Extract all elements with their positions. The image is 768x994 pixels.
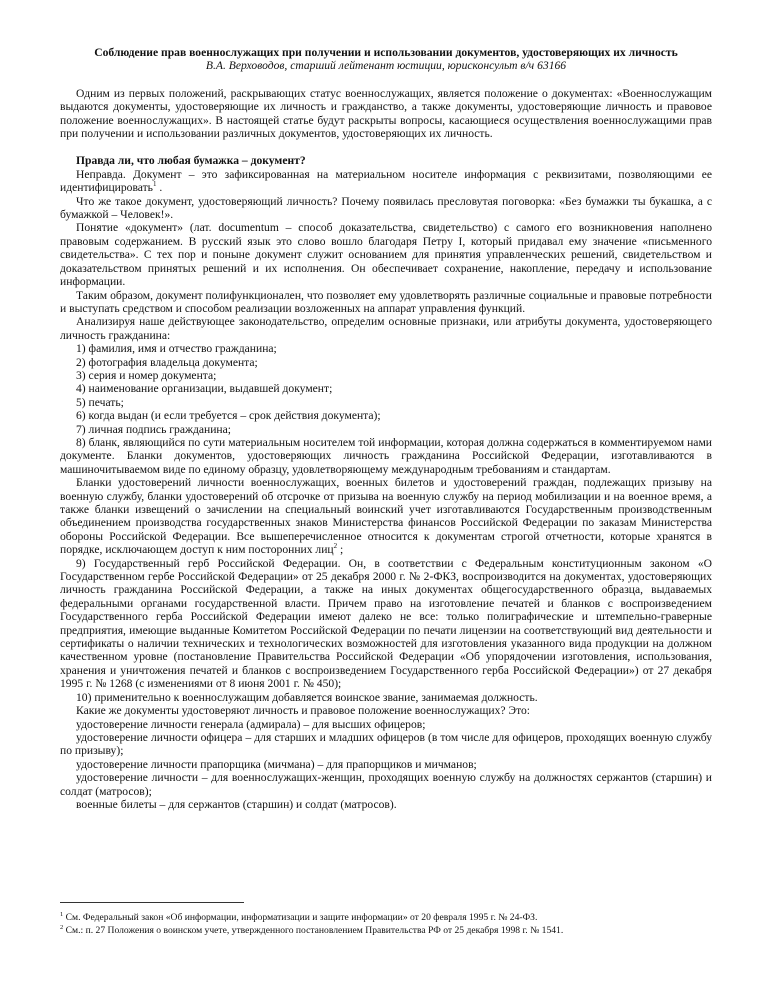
list-item: 7) личная подпись гражданина; — [76, 422, 231, 436]
paragraph-polyfunctional: Таким образом, документ полифункционален, что позволяет ему удовлетворять различные социальные и правовые потребности и выступать средством и способом реализации возложенных на аппарат управления функций. — [60, 288, 712, 315]
article-author: В.А. Верховодов, старший лейтенант юстиции, юрисконсульт в/ч 63166 — [205, 59, 567, 73]
list-item: 4) наименование организации, выдавшей документ; — [76, 382, 333, 396]
paragraph-question: Что же такое документ, удостоверяющий личность? Почему появилась пресловутая поговорка: «Без бумажки ты букашка, а с бумажкой – Человек!». — [60, 194, 712, 222]
list-item: 3) серия и номер документа; — [76, 368, 217, 382]
paragraph-blanks: Бланки удостоверений личности военнослужащих, военных билетов и удостоверений граждан, подлежащих призыву на военную службу, бланки удостоверений об отсрочке от призыва на военную службу на период мобилизации и на военное время, а также бланки извещений о зачислении на специальный воинский учет изготавливаются Государственным производственным объединением производства государственных знаков Министерства финансов Российской Федерации по заказам Министерства обороны Российской Федерации. Все вышеперечисленное относится к документам строгой отчетности, которые хранятся в порядке, исключающем доступ к ним посторонних лиц$^2$ ; — [60, 476, 712, 557]
intro-paragraph: Одним из первых положений, раскрывающих статус военнослужащих, является положение о документах: «Военнослужащим выдаются документы, удостоверяющие их личность и гражданство, а также документы, удостоверяющие личность и правовое положение военнослужащих». В настоящей статье будут раскрыты вопросы, касающиеся осуществления военнослужащими прав при получении и использовании различных документов, удостоверяющих их личность. — [60, 86, 712, 141]
footnote-1: $^1$ См. Федеральный закон «Об информации, информатизации и защите информации» от 20 февраля 1995 г. № 24-ФЗ. — [60, 910, 538, 923]
paragraph-attributes-intro: Анализируя наше действующее законодательство, определим основные признаки, или атрибуты документа, удостоверяющего личность гражданина: — [60, 315, 712, 342]
list-item: 5) печать; — [76, 395, 124, 409]
paragraph-concept: Понятие «документ» (лат. documentum – способ доказательства, свидетельство) с самого его возникновения наполнено правовым содержанием. В русский язык это слово вошло благодаря Петру I, который придавал ему значение «письменного свидетельства». С тех пор и поныне документ служит основанием для принятия управленческих решений, свидетельством и доказательством принятых решений и их исполнения. Он обеспечивает сохранение, накопление, передачу и использование информации. — [60, 221, 712, 289]
article-title: Соблюдение прав военнослужащих при получении и использовании документов, удостоверяющих их личность — [94, 46, 678, 59]
list-item-10: 10) применительно к военнослужащим добавляется воинское звание, занимаемая должность. — [76, 690, 538, 704]
list-item-8: 8) бланк, являющийся по сути материальным носителем той информации, которая должна содержаться в комментируемом нами документе. Бланки документов, удостоверяющих личность гражданина Российской Федерации, изготавливаются в машиночитываемом виде по единому образцу, удовлетворяющему международным требованиям и стандартам. — [60, 435, 712, 476]
doc-item: удостоверение личности генерала (адмирала) – для высших офицеров; — [76, 717, 426, 731]
paragraph-which-documents: Какие же документы удостоверяют личность и правовое положение военнослужащих? Это: — [76, 704, 531, 718]
footnote-ref-1[interactable]: 1 — [152, 180, 157, 189]
list-item: 6) когда выдан (и если требуется – срок действия документа); — [76, 409, 381, 423]
list-item: 2) фотография владельца документа; — [76, 355, 258, 369]
doc-item: удостоверение личности прапорщика (мичмана) – для прапорщиков и мичманов; — [76, 757, 477, 771]
list-item: 1) фамилия, имя и отчество гражданина; — [76, 342, 277, 356]
list-item-9: 9) Государственный герб Российской Федерации. Он, в соответствии с Федеральным конституционным законом «О Государственном гербе Российской Федерации» от 25 декабря 2000 г. № 2-ФКЗ, воспроизводится на документах, удостоверяющих личность гражданина Российской Федерации, а также на иных документах общегосударственного образца, выдаваемых федеральными органами государственной власти. Причем право на изготовление печатей и бланков с воспроизведением Государственного герба Российской Федерации имеют далеко не все: только полиграфические и штемпельно-граверные предприятия, имеющие выданные Комитетом Российской Федерации по печати лицензии на соответствующий вид деятельности и сертификаты о наличии технических и технологических возможностей для изготовления указанного вида продукции на должном качественном уровне (постановление Правительства Российской Федерации «Об упорядочении изготовления, использования, хранения и уничтожения печатей и бланков с воспроизведением Государственного герба Российской Федерации») от 27 декабря 1995 г. № 1268 (с изменениями от 8 июня 2001 г. № 450); — [60, 556, 712, 691]
footnotes — [60, 912, 712, 937]
footnote-2: $^2$ См.: п. 27 Положения о воинском учете, утвержденного постановлением Правительства РФ от 25 декабря 1998 г. № 1541. — [60, 923, 564, 936]
section-heading: Правда ли, что любая бумажка – документ? — [76, 154, 306, 168]
footnote-ref-2[interactable]: 2 — [333, 542, 338, 551]
footnote-divider — [60, 902, 244, 903]
paragraph-definition: Неправда. Документ – это зафиксированная на материальном носителе информация с реквизитами, позволяющими ее идентифицировать$^1$ . — [60, 167, 712, 195]
doc-item: удостоверение личности – для военнослужащих-женщин, проходящих военную службу на должностях сержантов (старшин) и солдат (матросов); — [60, 771, 712, 798]
doc-item: удостоверение личности офицера – для старших и младших офицеров (в том числе для офицеров, проходящих военную службу по призыву); — [60, 730, 712, 758]
doc-item: военные билеты – для сержантов (старшин) и солдат (матросов). — [76, 797, 397, 811]
